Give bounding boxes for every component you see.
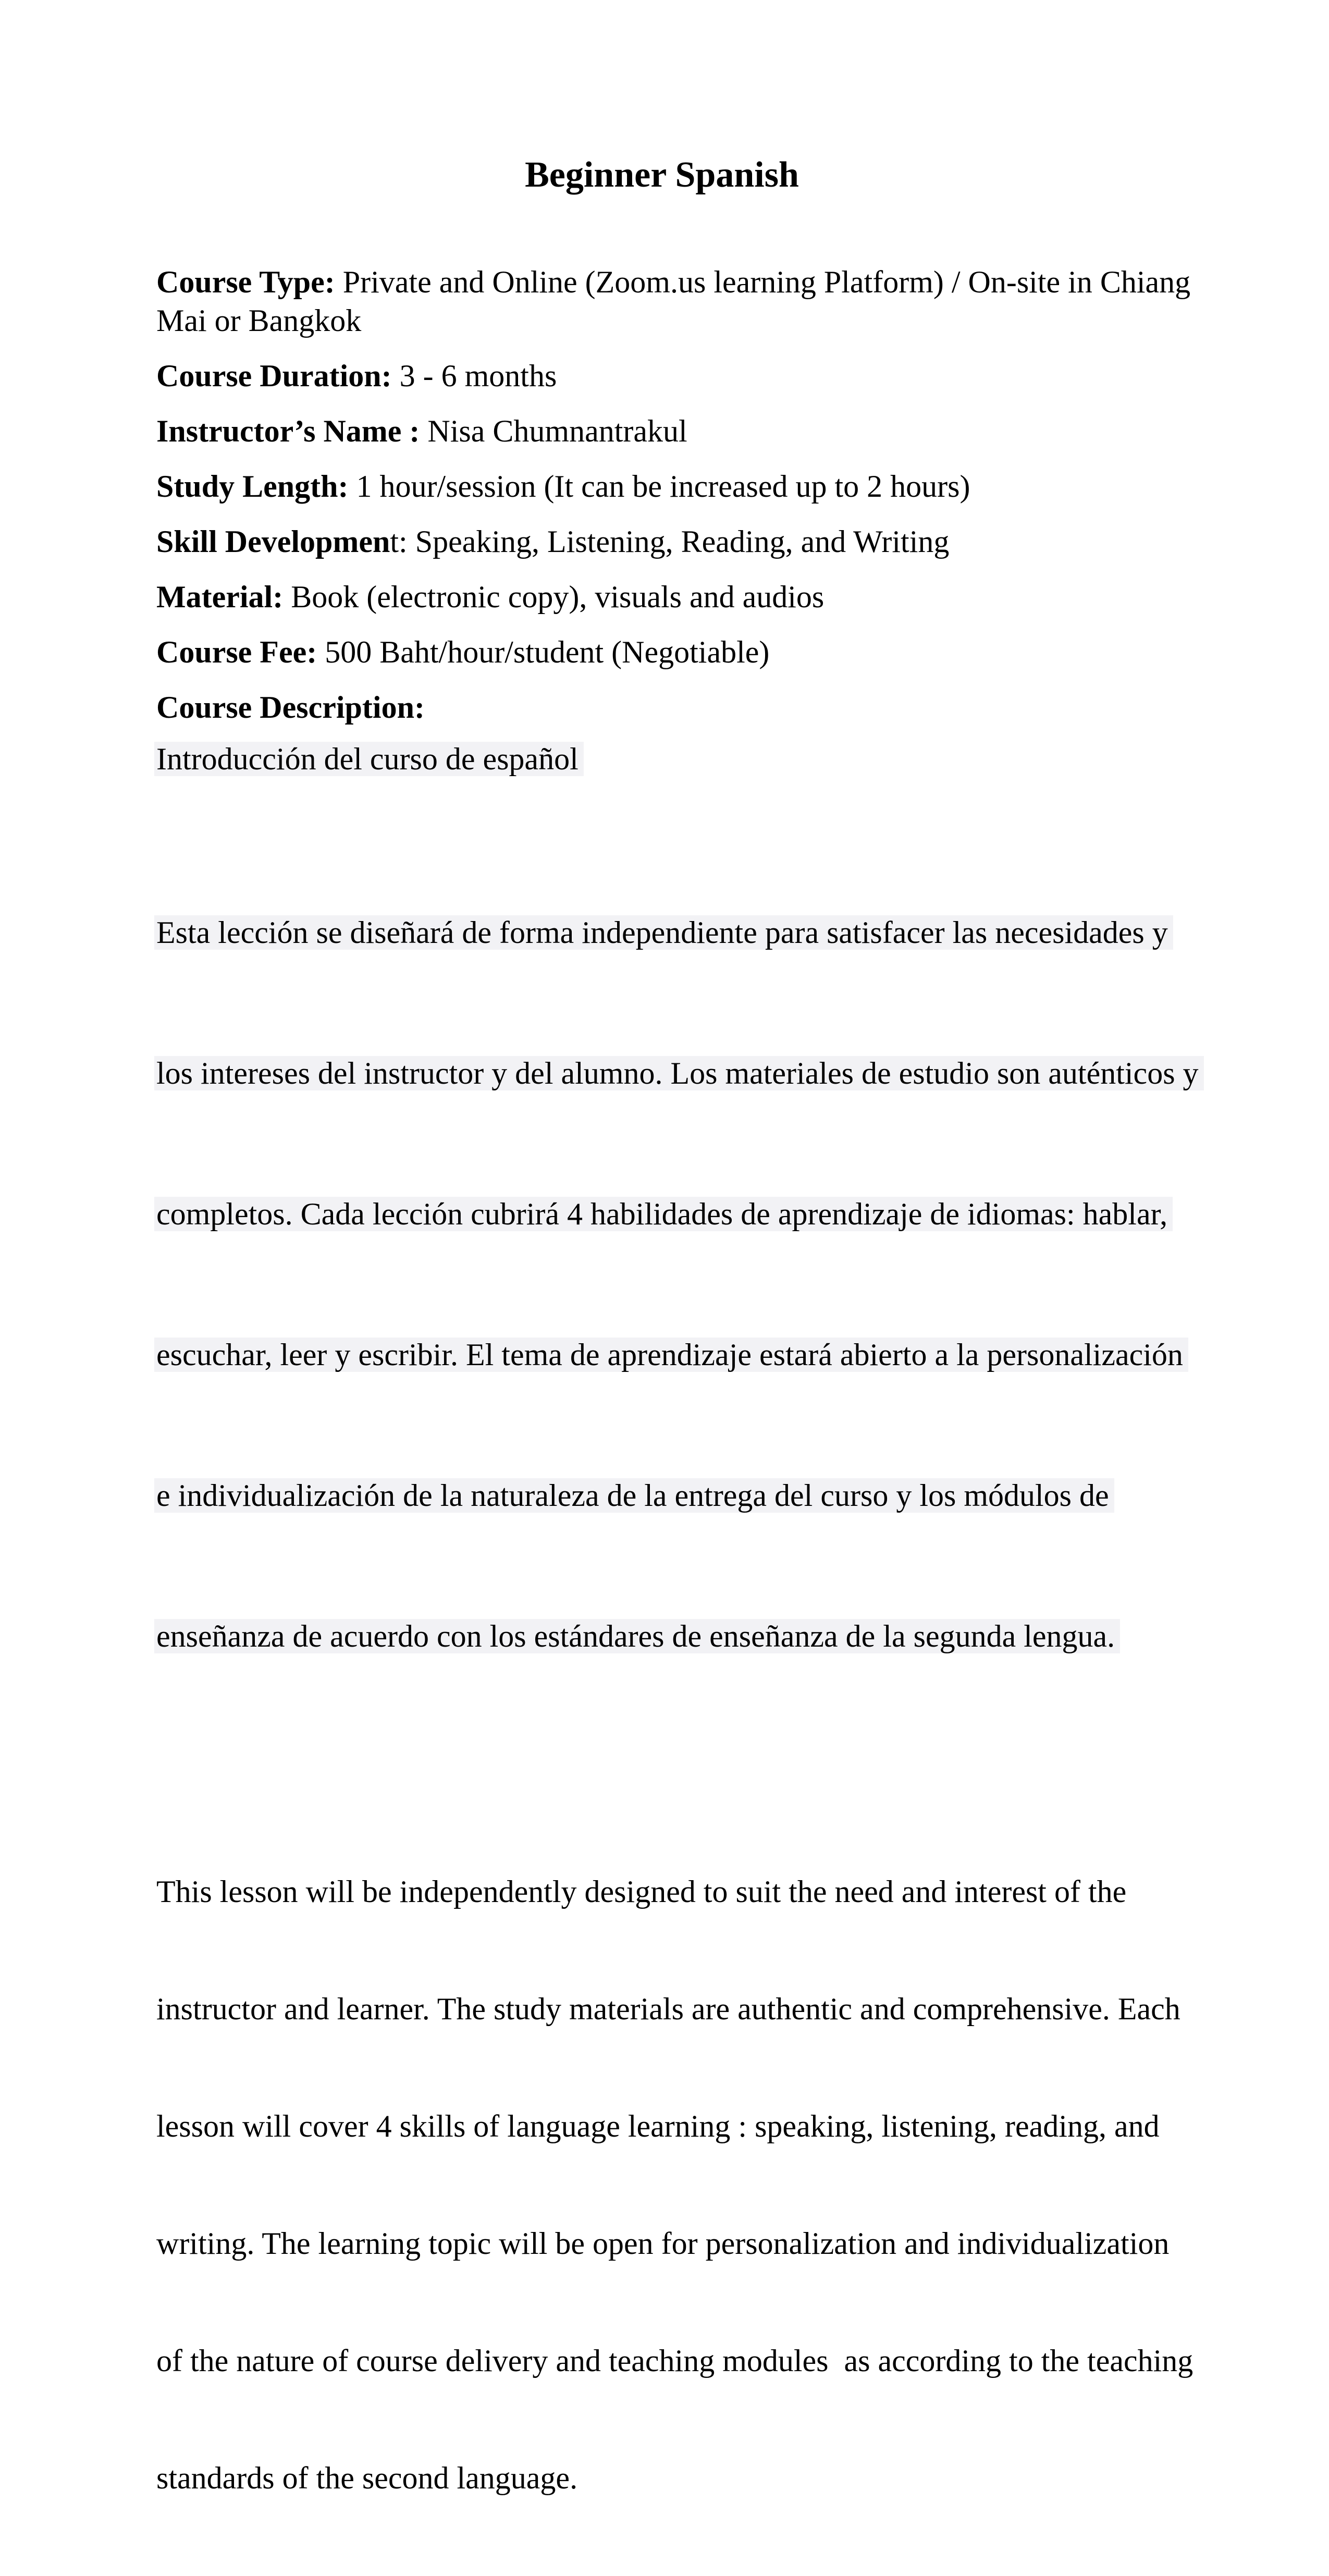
paragraph-line: This lesson will be independently designed to suit the need and interest of the xyxy=(156,1874,1127,1909)
course-fee-label: Course Fee: xyxy=(156,635,317,669)
paragraph-line xyxy=(156,1613,1167,1660)
highlighted-text: los intereses del instructor y del alumno. Los materiales de estudio son auténticos y xyxy=(154,1056,1204,1090)
course-description-label: Course Description: xyxy=(156,690,425,725)
paragraph-line xyxy=(156,1331,1183,1378)
paragraph-line: of the nature of course delivery and teaching modules as according to the teaching xyxy=(156,2344,1193,2378)
english-paragraph xyxy=(156,1794,1193,2576)
highlighted-text: Introducción del curso de español xyxy=(154,742,584,776)
course-type-value-line2: Mai or Bangkok xyxy=(156,303,362,338)
paragraph-line xyxy=(156,1191,1167,1237)
course-duration-value: 3 - 6 months xyxy=(391,359,557,393)
study-length-label: Study Length: xyxy=(156,469,349,504)
info-item-course-duration xyxy=(156,357,1167,395)
instructor-name-label: Instructor’s Name : xyxy=(156,414,420,448)
paragraph-line xyxy=(156,1050,1199,1097)
paragraph-line: standards of the second language. xyxy=(156,2461,578,2495)
paragraph-line: writing. The learning topic will be open for personalization and individualization xyxy=(156,2226,1170,2261)
info-item-study-length xyxy=(156,467,1167,506)
page-title: Beginner Spanish xyxy=(525,155,799,195)
paragraph-line: lesson will cover 4 skills of language learning : speaking, listening, reading, and xyxy=(156,2109,1160,2143)
instructor-name-value: Nisa Chumnantrakul xyxy=(420,414,687,448)
highlighted-text: completos. Cada lección cubrirá 4 habilidades de aprendizaje de idiomas: hablar, xyxy=(154,1197,1173,1231)
study-length-value: 1 hour/session (It can be increased up to 2 hours) xyxy=(348,469,970,504)
highlighted-text: Esta lección se diseñará de forma independiente para satisfacer las necesidades y xyxy=(154,915,1173,950)
course-info-section xyxy=(156,263,1191,727)
spanish-paragraph xyxy=(156,815,1199,1753)
info-item-course-fee xyxy=(156,633,1167,671)
material-label: Material: xyxy=(156,580,284,614)
highlighted-text: enseñanza de acuerdo con los estándares de enseñanza de la segunda lengua. xyxy=(154,1619,1120,1653)
material-value: Book (electronic copy), visuals and audios xyxy=(283,580,825,614)
document-page xyxy=(0,153,1329,2495)
paragraph-line xyxy=(156,909,1167,956)
info-item-instructor-name xyxy=(156,412,1167,450)
info-item-material xyxy=(156,578,1167,616)
info-item-course-type xyxy=(156,263,1191,340)
info-item-skill-development xyxy=(156,522,1167,561)
course-type-label: Course Type: xyxy=(156,265,335,299)
course-duration-label: Course Duration: xyxy=(156,359,392,393)
skill-development-label: Skill Developmen xyxy=(156,524,390,559)
highlighted-text: escuchar, leer y escribir. El tema de aprendizaje estará abierto a la personalización xyxy=(154,1338,1188,1372)
paragraph-line: instructor and learner. The study materials are authentic and comprehensive. Each xyxy=(156,1992,1180,2026)
highlighted-text: e individualización de la naturaleza de la entrega del curso y los módulos de xyxy=(154,1478,1114,1513)
skill-development-value: t: Speaking, Listening, Reading, and Writing xyxy=(390,524,950,559)
course-fee-value: 500 Baht/hour/student (Negotiable) xyxy=(317,635,770,669)
spanish-intro-line xyxy=(156,735,1167,782)
course-type-value: Private and Online (Zoom.us learning Platform) / On-site in Chiang xyxy=(335,265,1191,299)
info-item-course-description-heading xyxy=(156,688,1167,727)
paragraph-line xyxy=(156,1472,1167,1519)
